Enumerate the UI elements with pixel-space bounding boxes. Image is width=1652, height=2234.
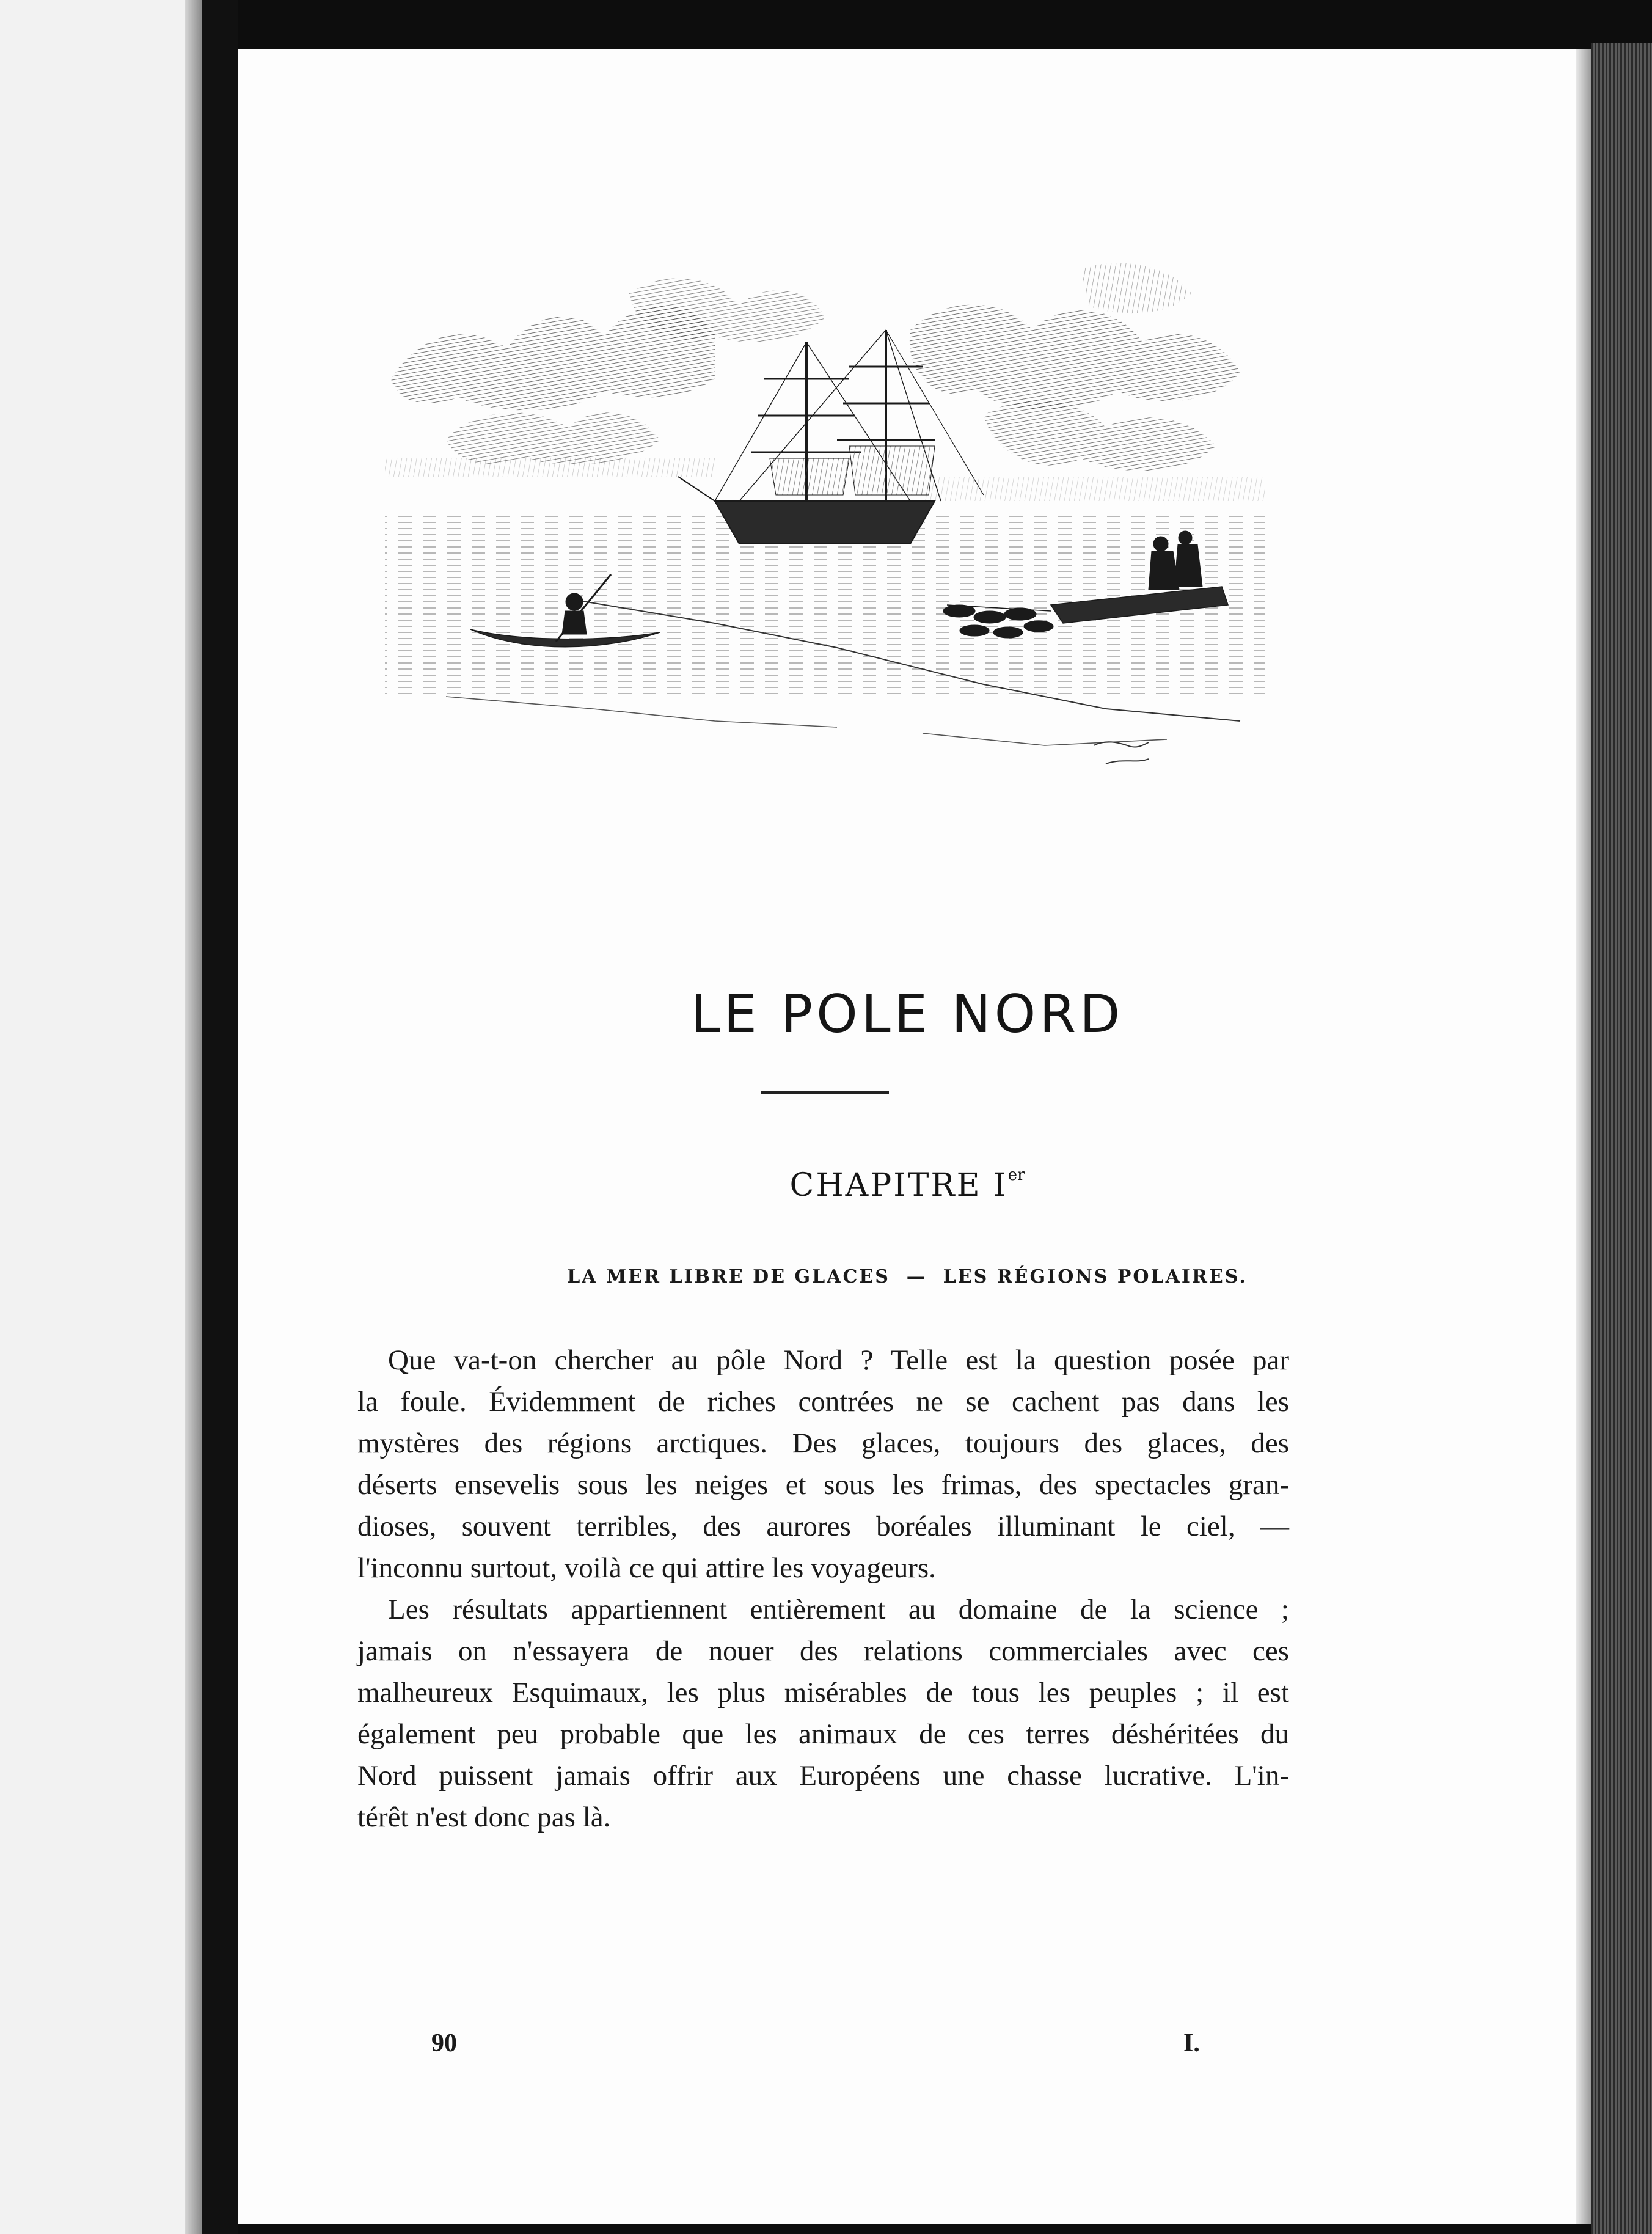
text-line: Que va-t-on chercher au pôle Nord ? Telle est la question posée par [388, 1344, 1289, 1376]
title-divider-rule [761, 1091, 889, 1094]
paragraph [357, 1339, 1289, 1589]
page-stack-edge [1591, 43, 1652, 2234]
text-line: également peu probable que les animaux de ces terres déshéritées du [357, 1718, 1289, 1750]
page-edge-shadow [1576, 49, 1591, 2224]
text-line: dioses, souvent terribles, des aurores boréales illuminant le ciel, — [357, 1511, 1289, 1542]
chapter-label: CHAPITRE I [789, 1167, 1008, 1204]
book-gutter [202, 0, 238, 2234]
left-page-edge [0, 0, 202, 2234]
text-line: Nord puissent jamais offrir aux Européens une chasse lucrative. L'in- [357, 1760, 1289, 1792]
water-surface [385, 513, 1265, 745]
page-title: LE POLE NORD [690, 984, 1124, 1045]
signature-mark-volume: I. [1183, 2029, 1200, 2057]
chapter-subtitle: LA MER LIBRE DE GLACES — LES RÉGIONS POLAIRES. [567, 1266, 1248, 1287]
text-line: jamais on n'essayera de nouer des relations commerciales avec ces [357, 1635, 1289, 1667]
text-line: mystères des régions arctiques. Des glaces, toujours des glaces, des [357, 1427, 1289, 1459]
chapter-heading [238, 1166, 1576, 1204]
text-line: Les résultats appartiennent entièrement au domaine de la science ; [388, 1594, 1289, 1625]
text-line: malheureux Esquimaux, les plus misérables de tous les peuples ; il est [357, 1677, 1289, 1708]
artist-signature [1094, 742, 1149, 764]
signature-mark-number: 90 [431, 2029, 457, 2057]
chapter-ordinal-suffix: er [1007, 1166, 1025, 1184]
body-text [357, 1339, 1289, 1838]
engraving-illustration [373, 257, 1277, 782]
text-line: la foule. Évidemment de riches contrées ne se cachent pas dans les [357, 1386, 1289, 1418]
paragraph [357, 1589, 1289, 1838]
text-line: déserts ensevelis sous les neiges et sous les frimas, des spectacles gran- [357, 1469, 1289, 1501]
text-line: l'inconnu surtout, voilà ce qui attire les voyageurs. [357, 1552, 936, 1584]
text-line: térêt n'est donc pas là. [357, 1801, 611, 1833]
